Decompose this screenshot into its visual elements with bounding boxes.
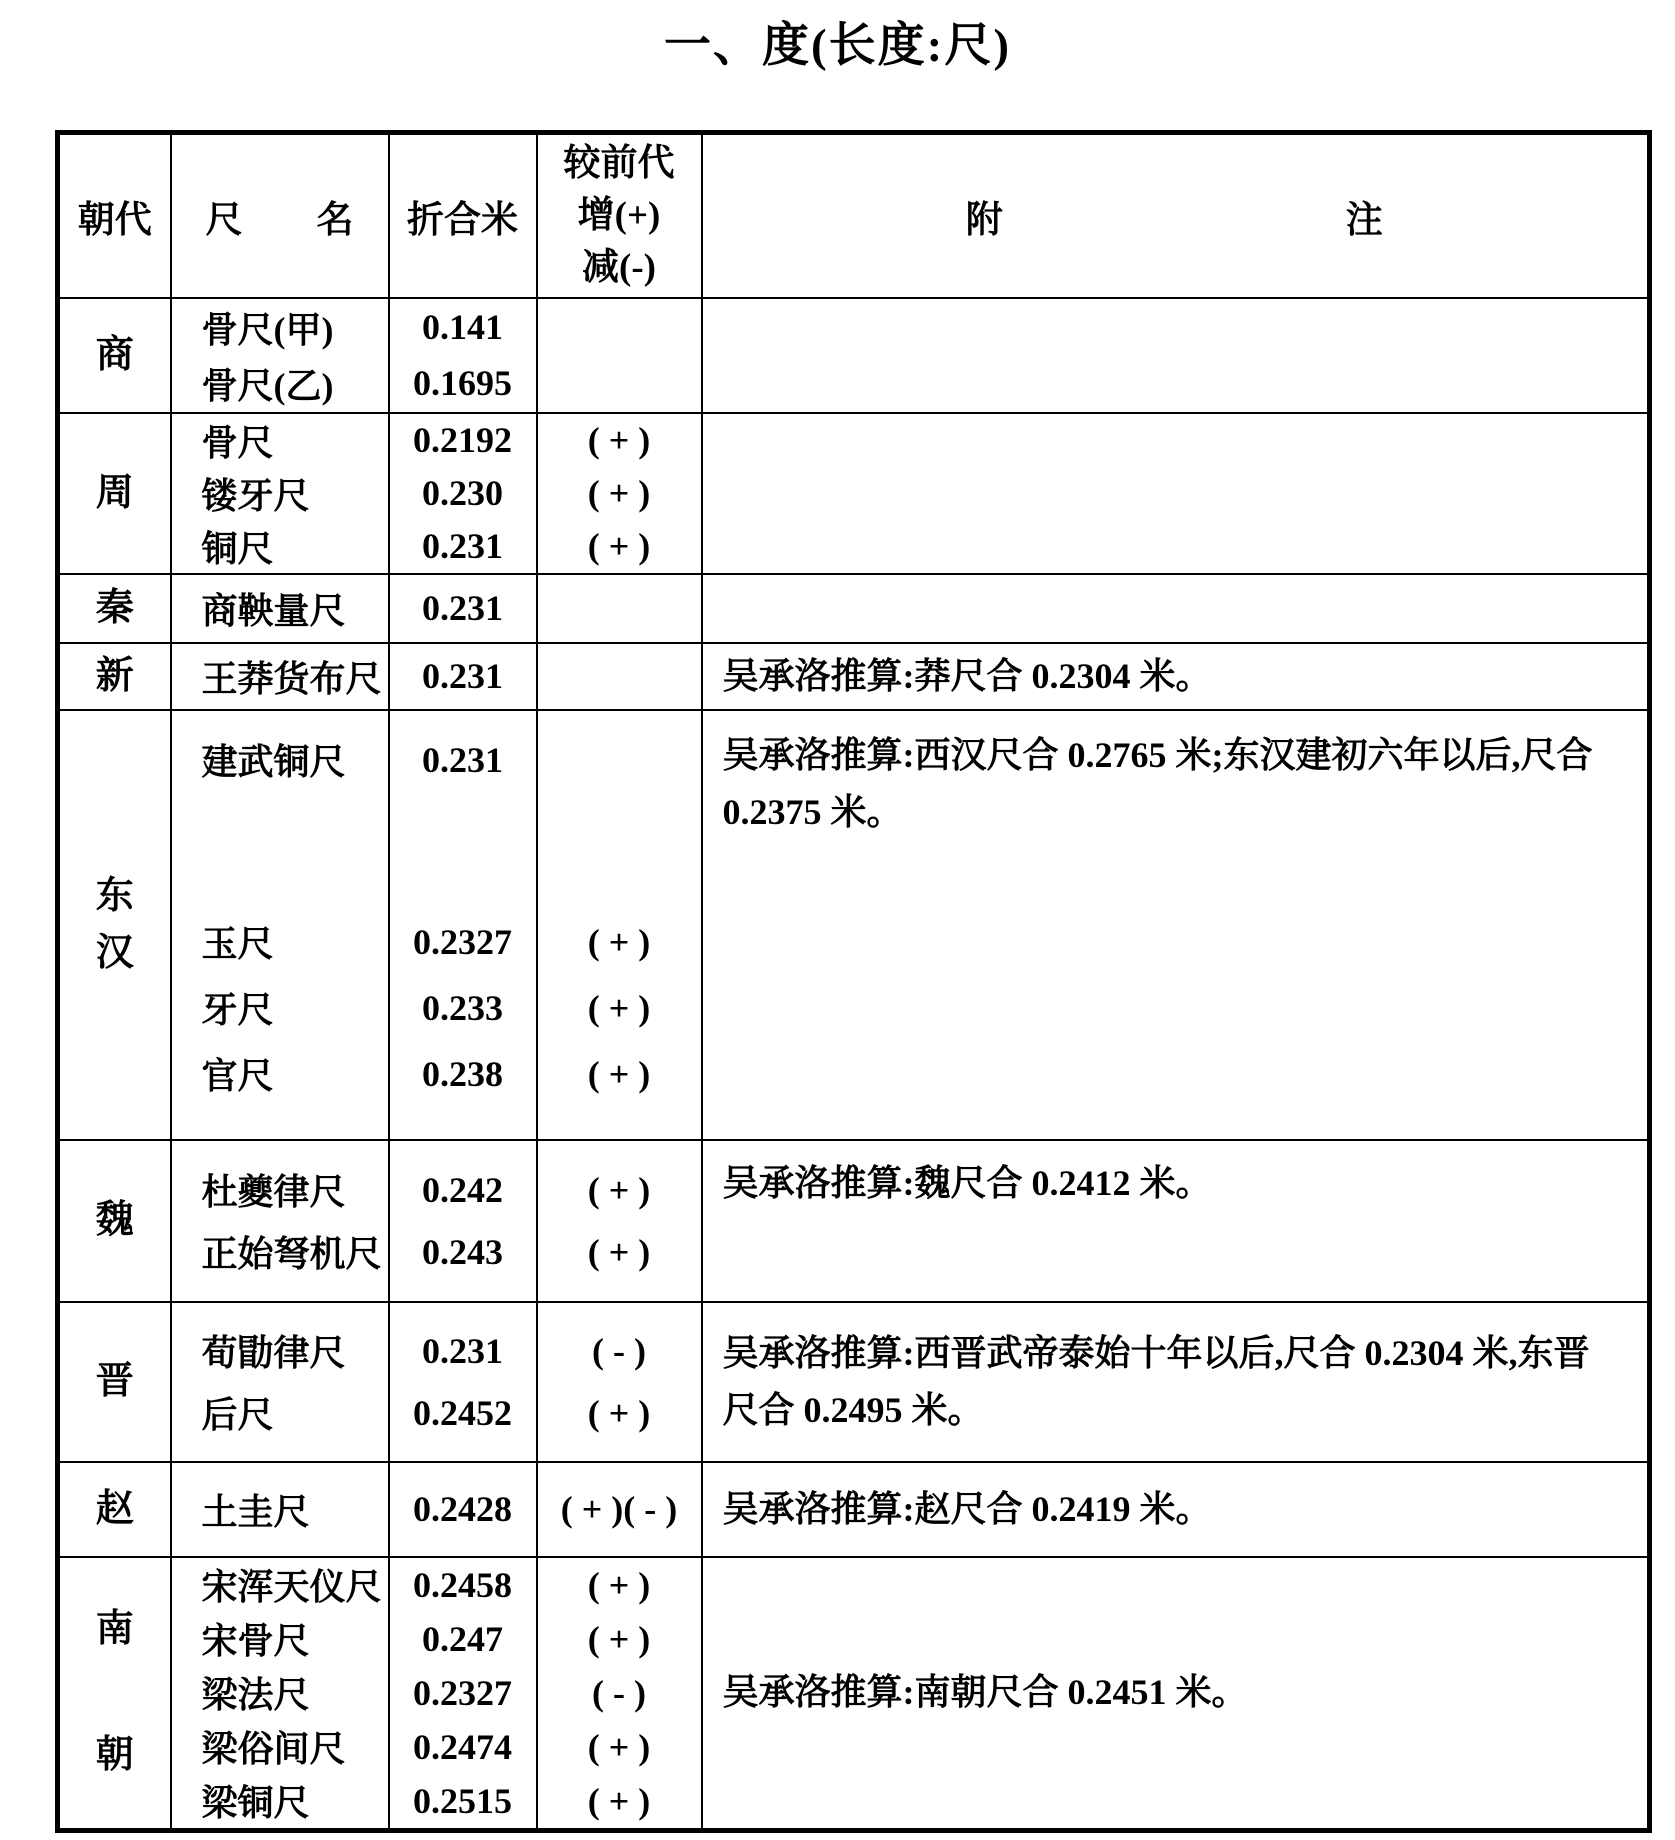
ruler-change: ( + ) [587,526,651,566]
ruler-name: 骨尺 [201,422,274,463]
ruler-name: 荀勖律尺 [201,1333,346,1373]
ruler-change: ( + ) [587,987,651,1028]
ruler-change: ( + ) [587,1726,651,1767]
ruler-change [538,646,701,706]
ruler-name: 建武铜尺 [201,742,346,782]
ruler-meters: 0.247 [422,1618,503,1659]
length-units-table [55,130,1652,1833]
ruler-change [538,355,701,411]
ruler-change: ( + ) [587,473,651,513]
ruler-name: 宋浑天仪尺 [201,1567,382,1607]
ruler-change: ( - ) [592,1672,646,1713]
ruler-change: ( + ) [587,921,651,962]
ruler-meters: 0.231 [422,656,503,696]
ruler-name: 镂牙尺 [201,475,310,516]
dynasty-label: 南朝 [95,1608,134,1776]
ruler-meters: 0.2428 [413,1489,512,1529]
row-gap [172,793,388,909]
ruler-meters: 0.242 [422,1169,503,1210]
ruler-meters: 0.243 [422,1231,503,1272]
dynasty-label: 晋 [95,1360,134,1402]
header-change [537,133,702,298]
ruler-meters: 0.231 [422,739,503,780]
ruler-meters: 0.2515 [413,1780,512,1821]
section-note: 吴承洛推算:莽尺合 0.2304 米。 [722,655,1212,696]
section-note: 吴承洛推算:西晋武帝泰始十年以后,尺合 0.2304 米,东晋尺合 0.2495 米。 [722,1332,1590,1430]
ruler-name: 正始弩机尺 [201,1234,382,1274]
section-note: 吴承洛推算:赵尺合 0.2419 米。 [722,1488,1212,1529]
ruler-meters: 0.231 [422,526,503,566]
dynasty-label: 周 [95,471,134,514]
dynasty-row-qin [58,574,1650,643]
header-note: 附 注 [702,133,1650,298]
ruler-name: 梁铜尺 [201,1783,310,1823]
ruler-change: ( - ) [592,1330,646,1371]
ruler-meters: 0.2192 [413,420,512,460]
dynasty-label: 秦 [95,586,134,629]
ruler-meters: 0.1695 [413,363,512,403]
dynasty-row-zhao [58,1462,1650,1557]
dynasty-row-wei [58,1140,1650,1302]
ruler-change: ( + ) [587,1231,651,1272]
header-dynasty: 朝代 [58,133,171,298]
ruler-meters: 0.2474 [413,1726,512,1767]
header-change-line1: 较前代 [563,142,675,184]
ruler-name: 骨尺(甲) [201,309,334,350]
dynasty-row-zhou [58,413,1650,574]
ruler-name: 铜尺 [201,528,274,569]
ruler-change: ( + ) [587,1780,651,1821]
ruler-name: 土圭尺 [201,1491,310,1532]
ruler-name: 宋骨尺 [201,1621,310,1661]
dynasty-row-shang [58,298,1650,413]
ruler-change: ( + ) [587,1618,651,1659]
dynasty-label: 商 [95,333,134,376]
ruler-meters: 0.141 [422,307,503,347]
ruler-name: 杜夔律尺 [201,1172,346,1212]
dynasty-row-xin [58,643,1650,710]
ruler-name: 官尺 [201,1056,274,1096]
section-note: 吴承洛推算:西汉尺合 0.2765 米;东汉建初六年以后,尺合 0.2375 米。 [722,734,1593,832]
ruler-meters: 0.2458 [413,1564,512,1605]
section-note: 吴承洛推算:南朝尺合 0.2451 米。 [722,1672,1248,1712]
table-header-row [58,133,1650,298]
dynasty-label: 东汉 [95,874,134,974]
ruler-name: 商鞅量尺 [201,590,346,631]
ruler-name: 王莽货布尺 [201,658,382,699]
row-gap [538,793,701,909]
ruler-name: 骨尺(乙) [201,365,334,406]
ruler-name: 牙尺 [201,990,274,1030]
ruler-change: ( + )( - ) [560,1489,678,1529]
ruler-change: ( + ) [587,1169,651,1210]
ruler-meters: 0.2327 [413,1672,512,1713]
header-change-line2: 增(+) [577,194,661,236]
ruler-meters: 0.233 [422,987,503,1028]
ruler-change [538,727,701,793]
header-meters: 折合米 [389,133,537,298]
page-title: 一、度(长度:尺) [664,20,1011,72]
ruler-meters: 0.231 [422,588,503,628]
ruler-name: 梁俗间尺 [201,1729,346,1769]
dynasty-label: 魏 [95,1199,134,1241]
ruler-meters: 0.238 [422,1053,503,1094]
dynasty-row-jin [58,1302,1650,1462]
dynasty-label: 赵 [95,1487,134,1530]
ruler-name: 玉尺 [201,924,274,964]
ruler-meters: 0.231 [422,1330,503,1371]
row-gap [390,793,536,909]
ruler-name: 后尺 [201,1395,274,1435]
ruler-change [538,578,701,638]
dynasty-row-donghan [58,710,1650,1140]
ruler-change [538,299,701,355]
ruler-meters: 0.2452 [413,1392,512,1433]
dynasty-label: 新 [95,654,134,697]
ruler-change: ( + ) [587,420,651,460]
header-ruler-name: 尺 名 [171,133,389,298]
section-note: 吴承洛推算:魏尺合 0.2412 米。 [722,1162,1212,1203]
header-change-line3: 减(-) [582,246,656,288]
ruler-meters: 0.2327 [413,921,512,962]
ruler-change: ( + ) [587,1053,651,1094]
ruler-name: 梁法尺 [201,1675,310,1715]
ruler-meters: 0.230 [422,473,503,513]
ruler-change: ( + ) [587,1564,651,1605]
ruler-change: ( + ) [587,1392,651,1433]
dynasty-row-nanchao [58,1557,1650,1831]
